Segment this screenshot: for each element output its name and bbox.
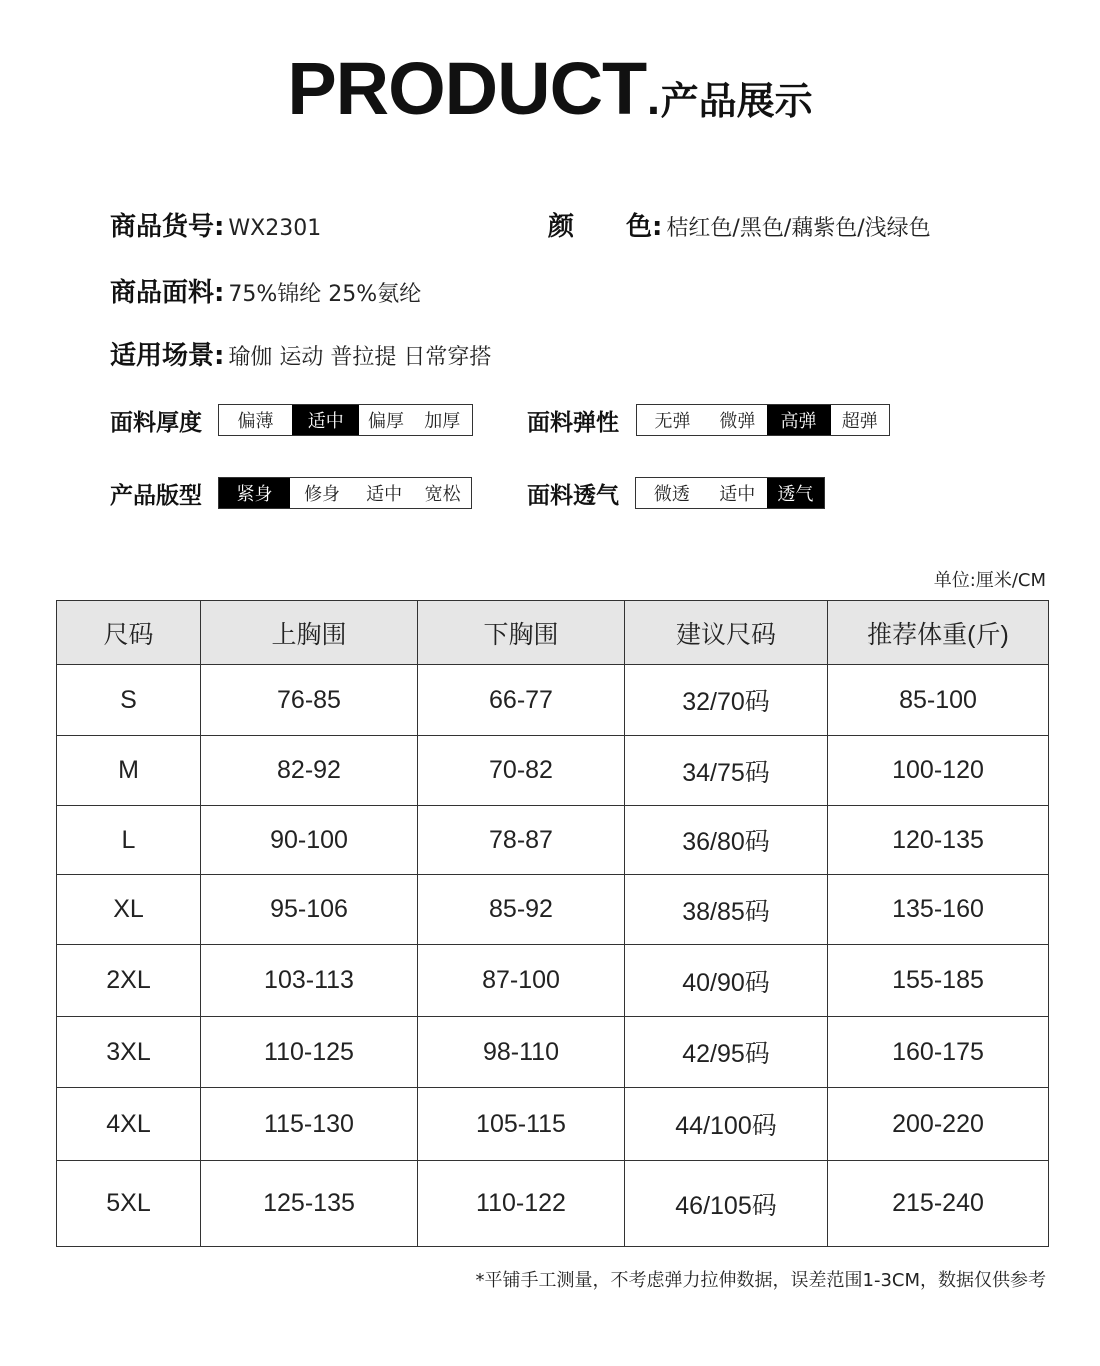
breathability-label: 面料透气	[527, 482, 619, 509]
color-label: 颜 色:	[548, 212, 663, 242]
header-under-chest: 下胸围	[418, 601, 625, 665]
thickness-label: 面料厚度	[110, 409, 202, 436]
table-cell: 38/85码	[625, 875, 828, 945]
spec-elasticity	[527, 404, 878, 436]
table-row	[57, 945, 1049, 1017]
thickness-option: 适中	[292, 405, 360, 435]
fit-option: 宽松	[424, 484, 461, 505]
scene-value: 瑜伽 运动 普拉提 日常穿搭	[228, 345, 492, 370]
table-cell: 100-120	[828, 736, 1049, 806]
table-cell: 103-113	[201, 945, 418, 1017]
table-cell: 87-100	[418, 945, 625, 1017]
title-english: PRODUCT	[287, 47, 647, 130]
unit-label: 单位:厘米/CM	[933, 570, 1046, 591]
scene-label: 适用场景:	[110, 341, 225, 371]
thickness-options	[218, 404, 473, 436]
table-cell: 76-85	[201, 665, 418, 736]
table-cell: 70-82	[418, 736, 625, 806]
spec-thickness	[110, 404, 461, 436]
table-cell: 125-135	[201, 1161, 418, 1247]
breathability-option: 透气	[767, 478, 824, 508]
table-cell: 110-122	[418, 1161, 625, 1247]
elasticity-option: 高弹	[767, 405, 831, 435]
table-row	[57, 806, 1049, 875]
table-cell: 98-110	[418, 1017, 625, 1088]
header-upper-chest: 上胸围	[201, 601, 418, 665]
table-cell: 85-100	[828, 665, 1049, 736]
thickness-option: 偏厚	[368, 411, 405, 432]
breathability-options	[635, 477, 825, 509]
table-cell: 200-220	[828, 1088, 1049, 1161]
table-cell: 160-175	[828, 1017, 1049, 1088]
table-cell: 3XL	[57, 1017, 201, 1088]
table-cell: 44/100码	[625, 1088, 828, 1161]
table-cell: 5XL	[57, 1161, 201, 1247]
table-cell: 34/75码	[625, 736, 828, 806]
fit-options	[218, 477, 472, 509]
table-row	[57, 736, 1049, 806]
header-weight: 推荐体重(斤)	[828, 601, 1049, 665]
table-cell: 32/70码	[625, 665, 828, 736]
table-cell: S	[57, 665, 201, 736]
fit-option: 修身	[304, 484, 341, 505]
table-cell: 42/95码	[625, 1017, 828, 1088]
fabric-label: 商品面料:	[110, 278, 225, 308]
table-row	[57, 1088, 1049, 1161]
breathability-option: 微透	[653, 484, 690, 505]
table-cell: 115-130	[201, 1088, 418, 1161]
table-header-row	[57, 601, 1049, 665]
table-cell: 155-185	[828, 945, 1049, 1017]
sku-value: WX2301	[228, 216, 322, 241]
table-cell: M	[57, 736, 201, 806]
table-cell: 90-100	[201, 806, 418, 875]
info-sku	[110, 206, 321, 243]
table-row	[57, 875, 1049, 945]
table-cell: 120-135	[828, 806, 1049, 875]
color-value: 桔红色/黑色/藕紫色/浅绿色	[666, 216, 931, 241]
elasticity-option: 微弹	[719, 411, 756, 432]
fabric-value: 75%锦纶 25%氨纶	[228, 282, 422, 307]
table-row	[57, 1017, 1049, 1088]
header-suggested-size: 建议尺码	[625, 601, 828, 665]
table-body	[57, 665, 1049, 1247]
page-title	[0, 47, 1100, 130]
fit-option: 适中	[366, 484, 403, 505]
table-cell: 215-240	[828, 1161, 1049, 1247]
table-cell: XL	[57, 875, 201, 945]
elasticity-options	[636, 404, 890, 436]
spec-breathability	[527, 477, 814, 509]
size-table	[56, 600, 1049, 1247]
table-cell: 4XL	[57, 1088, 201, 1161]
header-size: 尺码	[57, 601, 201, 665]
table-cell: 135-160	[828, 875, 1049, 945]
sku-label: 商品货号:	[110, 212, 225, 242]
table-cell: 105-115	[418, 1088, 625, 1161]
thickness-option: 偏薄	[237, 411, 274, 432]
table-cell: 85-92	[418, 875, 625, 945]
table-cell: 46/105码	[625, 1161, 828, 1247]
elasticity-option: 超弹	[841, 411, 878, 432]
table-cell: 2XL	[57, 945, 201, 1017]
fit-option: 紧身	[219, 478, 290, 508]
info-fabric	[110, 272, 421, 309]
spec-fit	[110, 477, 461, 509]
table-row	[57, 665, 1049, 736]
elasticity-option: 无弹	[654, 411, 691, 432]
table-row	[57, 1161, 1049, 1247]
elasticity-label: 面料弹性	[527, 409, 619, 436]
thickness-option: 加厚	[424, 411, 461, 432]
table-cell: 110-125	[201, 1017, 418, 1088]
footnote: *平铺手工测量，不考虑弹力拉伸数据，误差范围1-3CM，数据仅供参考	[475, 1270, 1046, 1291]
table-cell: 66-77	[418, 665, 625, 736]
table-cell: 36/80码	[625, 806, 828, 875]
title-chinese: .产品展示	[646, 79, 813, 123]
table-cell: 95-106	[201, 875, 418, 945]
fit-label: 产品版型	[110, 482, 202, 509]
breathability-option: 适中	[719, 484, 756, 505]
table-cell: 78-87	[418, 806, 625, 875]
table-cell: 40/90码	[625, 945, 828, 1017]
table-cell: L	[57, 806, 201, 875]
info-scene	[110, 335, 491, 372]
info-color	[548, 206, 931, 243]
table-cell: 82-92	[201, 736, 418, 806]
